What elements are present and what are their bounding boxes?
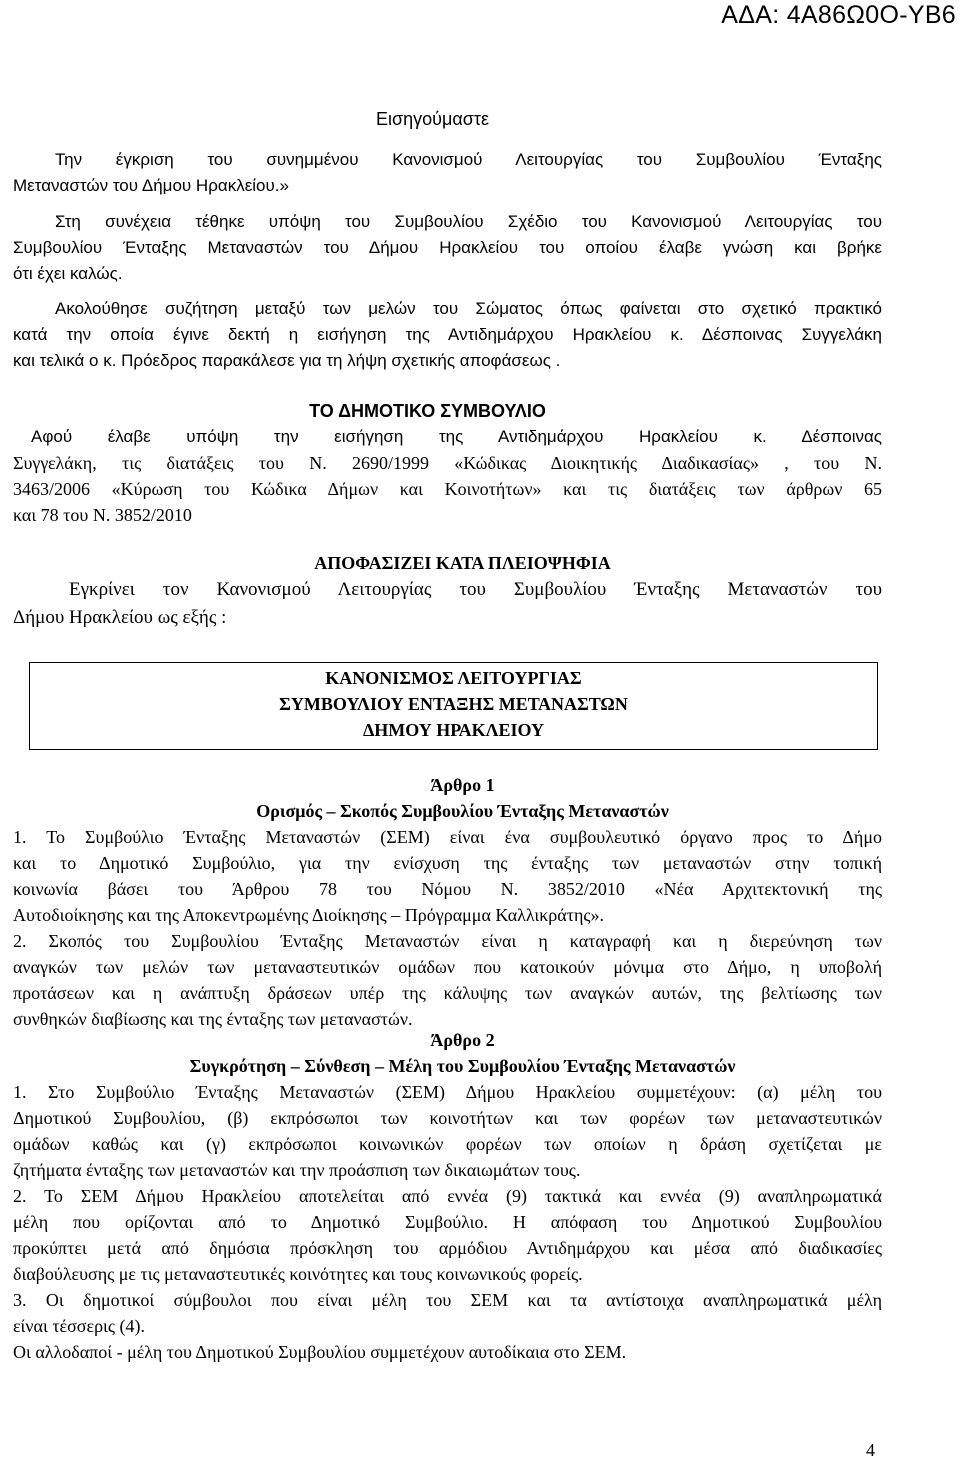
text-line: 1. Στο Συμβούλιο Ένταξης Μεταναστών (ΣΕΜ) Δήμου Ηρακλείου συμμετέχουν: (α) μέλη του (13, 1082, 882, 1102)
text-line: 2. Σκοπός του Συμβουλίου Ένταξης Μεταναστών είναι η καταγραφή και η διερεύνηση των (13, 931, 882, 951)
text-line: Δημοτικού Συμβουλίου, (β) εκπρόσωποι των κοινοτήτων και των φορέων των μεταναστευτικών (13, 1108, 882, 1128)
council-title: ΤΟ ΔΗΜΟΤΙΚΟ ΣΥΜΒΟΥΛΙΟ (309, 401, 546, 421)
box-line-3: ΔΗΜΟΥ ΗΡΑΚΛΕΙΟΥ (362, 720, 545, 740)
intro-paragraph-1 (13, 147, 882, 199)
intro-paragraph-3 (13, 296, 882, 374)
text-line: Εγκρίνει τον Κανονισμού Λειτουργίας του Συμβουλίου Ένταξης Μεταναστών του (69, 579, 882, 600)
box-line-2: ΣΥΜΒΟΥΛΙΟΥ ΕΝΤΑΞΗΣ ΜΕΤΑΝΑΣΤΩΝ (279, 694, 628, 714)
text-line: προκύπτει μετά από δημόσια πρόσκληση του αρμόδιου Αντιδημάρχου και μέσα από διαδικασίες (13, 1238, 882, 1258)
greeting: Εισηγούμαστε (376, 109, 490, 129)
article-1-heading: Άρθρο 1 (430, 775, 495, 795)
text-line: Οι αλλοδαποί - μέλη του Δημοτικού Συμβουλίου συμμετέχουν αυτοδίκαια στο ΣΕΜ. (13, 1342, 627, 1362)
text-line: Συγγελάκη, τις διατάξεις του Ν. 2690/1999 «Κώδικας Διοικητικής Διαδικασίας» , του Ν. (13, 453, 882, 473)
article-2-heading: Άρθρο 2 (430, 1030, 495, 1050)
text-line: είναι τέσσερις (4). (13, 1316, 146, 1336)
text-line: προτάσεων και η ανάπτυξη δράσεων υπέρ της κάλυψης των αναγκών αυτών, της βελτίωσης των (13, 983, 882, 1003)
decision-title: ΑΠΟΦΑΣΙΖΕΙ ΚΑΤΑ ΠΛΕΙΟΨΗΦΙΑ (314, 553, 611, 573)
text-line: Συμβουλίου Ένταξης Μεταναστών του Δήμου Ηρακλείου του οποίου έλαβε γνώση και βρήκε (13, 238, 882, 257)
text-line: συνθηκών διαβίωσης και της ένταξης των μεταναστών. (13, 1009, 413, 1029)
text-line: και το Δημοτικό Συμβούλιο, για την ενίσχυση της ένταξης των μεταναστών στην τοπική (13, 853, 882, 873)
text-line: 2. Το ΣΕΜ Δήμου Ηρακλείου αποτελείται από εννέα (9) τακτικά και εννέα (9) αναπληρωματικά (13, 1186, 882, 1206)
text-line: αναγκών των μελών των μεταναστευτικών ομάδων που κατοικούν μόνιμα στο Δήμο, η υποβολή (13, 957, 882, 977)
page-number: 4 (866, 1440, 875, 1460)
article-2 (13, 1027, 882, 1365)
text-line: Την έγκριση του συνημμένου Κανονισμού Λειτουργίας του Συμβουλίου Ένταξης (55, 150, 882, 169)
text-line: κοινωνία βάσει του Άρθρου 78 του Νόμου Ν. 3852/2010 «Νέα Αρχιτεκτονική της (13, 879, 882, 899)
text-line: μέλη που ορίζονται από το Δημοτικό Συμβούλιο. Η απόφαση του Δημοτικού Συμβουλίου (13, 1212, 882, 1232)
article-2-subheading: Συγκρότηση – Σύνθεση – Μέλη του Συμβουλίου Ένταξης Μεταναστών (189, 1056, 736, 1076)
text-line: ζητήματα ένταξης των μεταναστών και την προάσπιση των δικαιωμάτων τους. (13, 1160, 581, 1180)
text-line: Μεταναστών του Δήμου Ηρακλείου.» (13, 176, 289, 195)
text-line: 3. Οι δημοτικοί σύμβουλοι που είναι μέλη του ΣΕΜ και τα αντίστοιχα αναπληρωματικά μέλη (13, 1290, 882, 1310)
box-line-1: ΚΑΝΟΝΙΣΜΟΣ ΛΕΙΤΟΥΡΓΙΑΣ (325, 668, 582, 688)
text-line: διαβούλευσης με τις μεταναστευτικές κοινότητες και τους κοινωνικούς φορείς. (13, 1264, 583, 1284)
text-line: Αυτοδιοίκησης και της Αποκεντρωμένης Διοίκησης – Πρόγραμμα Καλλικράτης». (13, 905, 604, 925)
text-line: Δήμου Ηρακλείου ως εξής : (13, 607, 227, 628)
text-line: 1. Το Συμβούλιο Ένταξης Μεταναστών (ΣΕΜ) είναι ένα συμβουλευτικό όργανο προς το Δήμο (13, 827, 882, 847)
article-1-subheading: Ορισμός – Σκοπός Συμβουλίου Ένταξης Μεταναστών (256, 801, 669, 821)
ada-identifier: ΑΔΑ: 4Α86Ω0Ο-ΥΒ6 (721, 1, 956, 29)
regulation-title-box (29, 662, 878, 750)
council-section (13, 398, 882, 528)
text-line: ομάδων καθώς και (γ) εκπρόσωποι κοινωνικών φορέων των οποίων η δράση σχετίζεται με (13, 1134, 882, 1154)
text-line: Αφού έλαβε υπόψη την εισήγηση της Αντιδημάρχου Ηρακλείου κ. Δέσποινας (31, 427, 882, 446)
text-line: κατά την οποία έγινε δεκτή η εισήγηση της Αντιδημάρχου Ηρακλείου κ. Δέσποινας Συγγελάκη (13, 325, 882, 344)
text-line: 3463/2006 «Κύρωση του Κώδικα Δήμων και Κοινοτήτων» και τις διατάξεις των άρθρων 65 (13, 479, 882, 499)
text-line: Ακολούθησε συζήτηση μεταξύ των μελών του Σώματος όπως φαίνεται στο σχετικό πρακτικό (55, 299, 882, 318)
decision-section (13, 550, 882, 632)
text-line: και τελικά ο κ. Πρόεδρος παρακάλεσε για τη λήψη σχετικής αποφάσεως . (13, 351, 561, 370)
text-line: Στη συνέχεια τέθηκε υπόψη του Συμβουλίου Σχέδιο του Κανονισμού Λειτουργίας του (55, 212, 882, 231)
text-line: και 78 του Ν. 3852/2010 (13, 505, 192, 525)
text-line: ότι έχει καλώς. (13, 264, 123, 283)
article-1 (13, 772, 882, 1032)
intro-paragraph-2 (13, 209, 882, 287)
